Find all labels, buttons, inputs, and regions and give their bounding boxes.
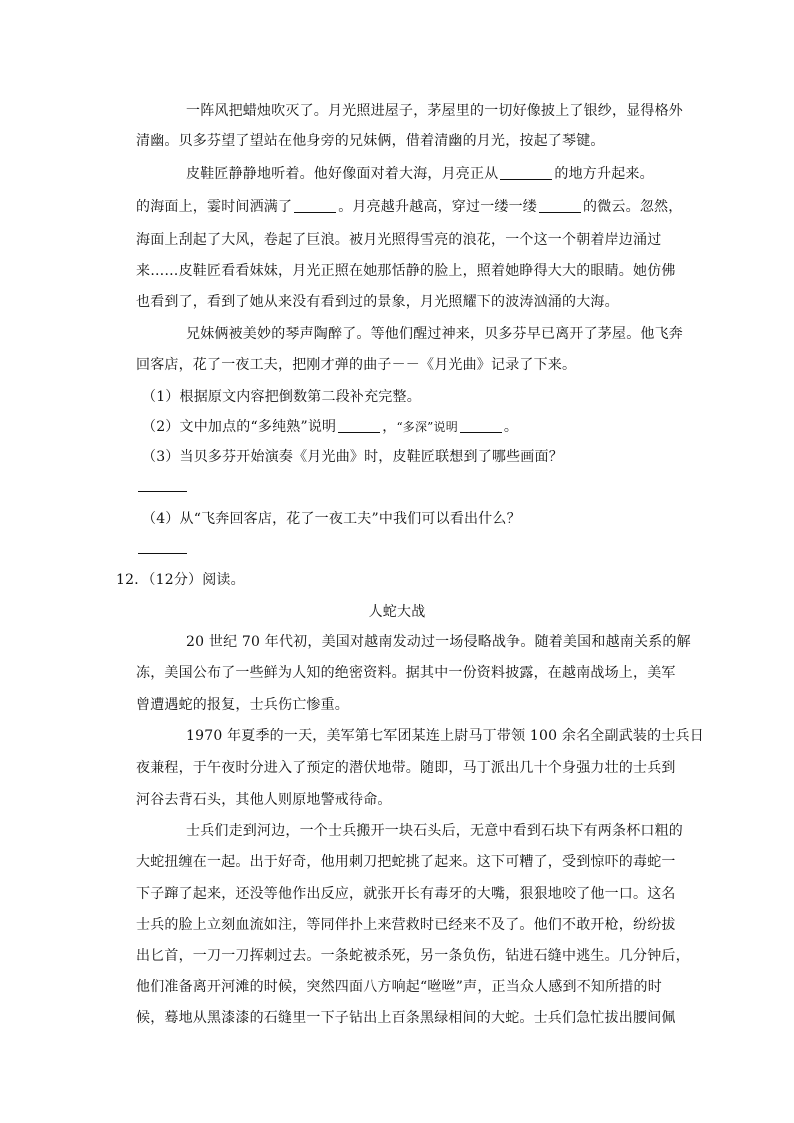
passage-line: 回客店，花了一夜工夫，把刚才弹的曲子－－《月光曲》记录了下来。 <box>136 357 577 373</box>
passage-line: 候，蓦地从黑漆漆的石缝里一下子钻出上百条黑绿相间的大蛇。士兵们急忙拔出腰间佩 <box>136 1010 676 1026</box>
question-4: （4）从“飞奔回客店，花了一夜工夫”中我们可以看出什么？ <box>142 511 521 527</box>
passage-line: 一阵风把蜡烛吹灭了。月光照进屋子，茅屋里的一切好像披上了银纱，显得格外 <box>186 103 683 119</box>
fill-blank[interactable] <box>294 211 336 213</box>
passage-text: 的地方升起来。 <box>554 166 654 182</box>
passage-line: 冻，美国公布了一些鲜为人知的绝密资料。据其中一份资料披露，在越南战场上，美军 <box>136 665 676 681</box>
question-text: （2）文中加点的“多纯熟”说明 <box>142 419 337 435</box>
passage-line: 大蛇扭缠在一起。出于好奇，他用刺刀把蛇挑了起来。这下可糟了，受到惊吓的毒蛇一 <box>136 854 676 870</box>
passage-line: 出匕首，一刀一刀挥刺过去。一条蛇被杀死，另一条负伤，钻进石缝中逃生。几分钟后， <box>136 948 690 964</box>
passage-line: 来……皮鞋匠看看妹妹，月光正照在她那恬静的脸上，照着她睁得大大的眼睛。她仿佛 <box>136 263 676 279</box>
answer-line[interactable] <box>138 491 187 492</box>
fill-blank[interactable] <box>460 431 502 433</box>
passage-title: 人蛇大战 <box>368 604 426 620</box>
passage-line: 士兵的脸上立刻血流如注，等同伴扑上来营救时已经来不及了。他们不敢开枪，纷纷拔 <box>136 917 676 933</box>
passage-line: 河谷去背石头，其他人则原地警戒待命。 <box>136 792 392 808</box>
fill-blank[interactable] <box>338 431 380 433</box>
passage-line: 下子蹿了起来，还没等他作出反应，就张开长有毒牙的大嘴，狠狠地咬了他一口。这名 <box>136 886 676 902</box>
passage-line <box>186 164 654 184</box>
section-header: 12．（12分）阅读。 <box>116 572 245 588</box>
passage-text: 的海面上，霎时间洒满了 <box>136 199 293 215</box>
passage-text: 的微云。忽然， <box>583 199 683 215</box>
passage-text: 。月亮越升越高，穿过一缕一缕 <box>338 199 538 215</box>
question-2 <box>142 417 518 437</box>
passage-line: 曾遭遇蛇的报复，士兵伤亡惨重。 <box>136 697 349 713</box>
passage-line: 士兵们走到河边，一个士兵搬开一块石头后，无意中看到石块下有两条杯口粗的 <box>186 823 683 839</box>
fill-blank[interactable] <box>539 211 581 213</box>
question-3: （3）当贝多芬开始演奏《月光曲》时，皮鞋匠联想到了哪些画面？ <box>142 449 563 465</box>
question-text: ， <box>382 419 397 435</box>
answer-line[interactable] <box>138 553 187 554</box>
passage-line: 20 世纪 70 年代初，美国对越南发动过一场侵略战争。随着美国和越南关系的解 <box>186 634 691 650</box>
passage-text: 皮鞋匠静静地听着。他好像面对着大海，月亮正从 <box>186 166 499 182</box>
question-text: 。 <box>503 419 519 435</box>
passage-line: 他们准备离开河滩的时候，突然四面八方响起“咝咝”声，正当众人感到不知所措的时 <box>136 979 662 995</box>
passage-line: 也看到了，看到了她从来没有看到过的景象，月光照耀下的波涛汹涌的大海。 <box>136 294 619 310</box>
passage-line: 兄妹俩被美妙的琴声陶醉了。等他们醒过神来，贝多芬早已离开了茅屋。他飞奔 <box>186 326 683 342</box>
question-text: “多深”说明 <box>396 420 458 434</box>
passage-line: 1970 年夏季的一天，美军第七军团某连上尉马丁带领 100 余名全副武装的士兵日 <box>186 728 704 744</box>
passage-line: 夜兼程，于午夜时分进入了预定的潜伏地带。随即，马丁派出几十个身强力壮的士兵到 <box>136 760 676 776</box>
question-1: （1）根据原文内容把倒数第二段补充完整。 <box>142 389 421 405</box>
passage-line: 海面上刮起了大风，卷起了巨浪。被月光照得雪亮的浪花，一个这一个朝着岸边涌过 <box>136 232 662 248</box>
passage-line <box>136 197 683 217</box>
passage-line: 清幽。贝多芬望了望站在他身旁的兄妹俩，借着清幽的月光，按起了琴键。 <box>136 133 605 149</box>
fill-blank[interactable] <box>500 178 552 180</box>
